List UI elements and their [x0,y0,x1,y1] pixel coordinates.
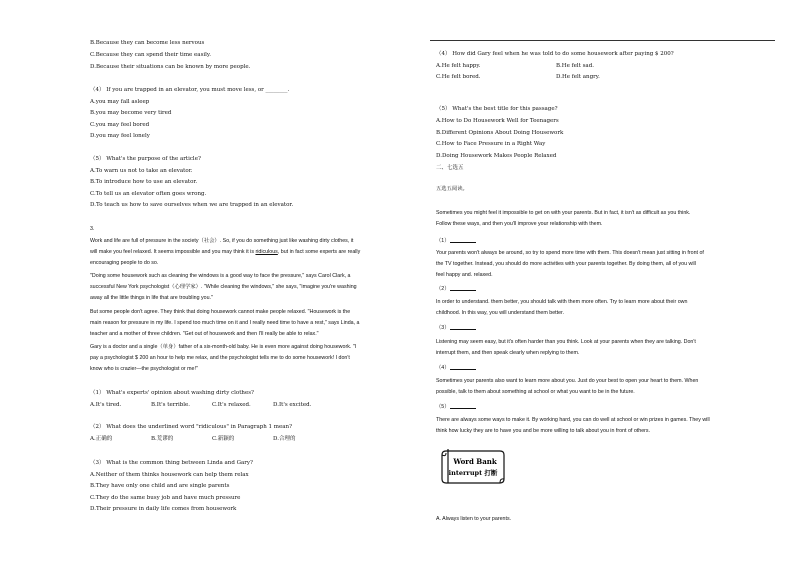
para-line: Listening may seem easy, but it's often harder than you think. Look at your parents when they are talking. Don't [436,339,696,345]
blank-label: （2） [436,286,450,292]
passage-line: encouraging people to do so. [90,260,159,266]
q5-stem: （5） What's the purpose of the article? [90,156,201,162]
para-line: the TV together. Instead, you should do more activities with your parents together. By doing them, all of you will [436,261,696,267]
blank-4 [436,364,476,372]
para-line: In order to understand. them better, you should talk with them more often. Try to learn more about their own [436,299,688,305]
option: D.合理的 [273,436,296,442]
q5-option: B.Different Opinions About Doing Housework [436,130,564,136]
q5-option: D.To teach us how to save ourselves when we are trapped in an elevator. [90,202,294,208]
para-line: childhood. In this way, you will understand them better. [436,310,564,316]
q4-options-row [436,63,676,70]
passage-line: pay a psychologist $ 200 an hour to help me relax, and the psychologist tells me to do some housework! I don't [90,355,350,361]
passage-line: Gary is a doctor and a single（单身）father of a six-month-old baby. He is even more against doing housework. "I [90,344,357,350]
q4-option: B.you may become very tired [90,110,172,116]
q1-option-d: D.Because their situations can be known by more people. [90,64,251,70]
p2-q3-option: C.They do the same busy job and have much pressure [90,495,241,501]
blank-5 [436,403,476,411]
q4-option: C.you may feel bored [90,122,150,128]
q5-option: A.How to Do Housework Well for Teenagers [436,118,559,124]
intro-line: Follow these ways, and then you'll improve your relationship with them. [436,221,603,227]
blank-2 [436,285,476,293]
option-a: A. Always listen to your parents. [436,516,512,522]
para-line: possible, talk to them about something at school or what you want to be in the future. [436,389,635,395]
option: C.新颖的 [212,436,235,442]
passage-line: teacher and a mother of three children. "Get out of housework and then I'll really be able to relax." [90,331,319,337]
blank-label: （4） [436,365,450,371]
p2-q2-stem: （2） What does the underlined word "ridiculous" in Paragraph 1 mean? [90,424,293,430]
q5-stem: （5） What's the best title for this passage? [436,106,558,112]
option: C.He felt bored. [436,74,481,80]
q4-option: D.you may feel lonely [90,133,150,139]
blank-label: （3） [436,325,450,331]
answer-blank[interactable] [450,324,476,330]
answer-blank[interactable] [450,285,476,291]
passage-line: "Doing some housework such as cleaning the windows is a good way to face the pressure," says Carol Clark, a [90,273,351,279]
p2-q2-options [90,436,334,443]
option: D.He felt angry. [556,74,600,80]
blank-1 [436,237,476,245]
p2-q3-stem: （3） What is the common thing between Linda and Gary? [90,460,253,466]
passage-line: Work and life are full of pressure in the society（社会）. So, if you do something just like washing dirty clothes, it [90,238,354,244]
passage-line: away all the little things in life that are troubling you." [90,295,213,301]
option: B.It's terrible. [151,402,191,408]
p2-q1-stem: （1） What's experts' opinion about washing dirty clothes? [90,390,255,396]
blank-label: （5） [436,404,450,410]
passage-line: will make you feel relaxed. It seems impossible and you may think it is ridiculous, but in fact some experts are really [90,249,361,255]
intro-line: Sometimes you might feel it impossible to get on with your parents. But in fact, it isn't as difficult as you think. [436,210,691,216]
q5-option: B.To introduce how to use an elevator. [90,179,198,185]
para-line: interrupt them, and then speak clearly when replying to them. [436,350,580,356]
p2-q1-options [90,402,334,409]
option: B.荒谬的 [151,436,174,442]
passage-line: successful New York psychologist（心理学家）. "While cleaning the windows," she says, "imagine you're washing [90,284,357,290]
answer-blank[interactable] [450,403,476,409]
p2-q3-option: A.Neither of them thinks housework can help them relax [90,472,249,478]
word-bank-entry: interrupt 打断 [448,469,498,477]
answer-blank[interactable] [450,237,476,243]
option: B.He felt sad. [556,63,594,69]
option: A.It's tired. [90,402,122,408]
para-line: Your parents won't always be around, so try to spend more time with them. This doesn't mean just sitting in front of [436,250,704,256]
para-line: feel happy and. relaxed. [436,272,493,278]
para-line: There are always some ways to make it. By working hard, you can do well at school or win prizes in games. They will [436,417,710,423]
passage-line: But some people don't agree. They think that doing housework cannot make people relaxed. "Housework is the [90,309,351,315]
q1-option-b: B.Because they can become less nervous [90,40,205,46]
passage-line: main reason for pressure in my life. I spend too much time on it and I really need time to have a rest," says Linda, a [90,320,360,326]
option: A.He felt happy. [436,63,481,69]
p2-q3-option: D.Their pressure in daily life comes from housework [90,506,237,512]
word-bank-title: Word Bank [453,457,497,466]
section-number: 3. [90,226,95,232]
option: D.It's excited. [273,402,312,408]
para-line: Sometimes your parents also want to learn more about you. Just do your best to open your heart to them. When [436,378,699,384]
answer-blank[interactable] [450,364,476,370]
section-title: 二、七选五 [436,165,464,171]
q4-option: A.you may fall asleep [90,99,150,105]
q5-option: C.How to Face Pressure in a Right Way [436,141,546,147]
q5-option: C.To tell us an elevator often goes wrong. [90,191,207,197]
top-rule [430,40,775,41]
q5-option: A.To warn us not to take an elevator. [90,168,193,174]
q5-option: D.Doing Housework Makes People Relaxed [436,153,557,159]
word-bank-scroll [440,447,506,485]
q4-options-row [436,74,676,81]
passage-line: know who is crazier—the psychologist or me!" [90,366,198,372]
p2-q3-option: B.They have only one child and are single parents [90,483,230,489]
blank-3 [436,324,476,332]
blank-label: （1） [436,238,450,244]
option: C.It's relaxed. [212,402,251,408]
underlined-word: ridiculous [255,249,278,255]
para-line: think how lucky they are to have you and be more willing to talk about you in front of others. [436,428,651,434]
option: A.正确的 [90,436,113,442]
subtitle: 五选五阅读。 [436,186,468,192]
q1-option-c: C.Because they can spend their time easily. [90,52,212,58]
q4-stem: （4） If you are trapped in an elevator, you must move less, or ________. [90,87,290,93]
q4-stem: （4） How did Gary feel when he was told to do some housework after paying $ 200? [436,51,674,57]
